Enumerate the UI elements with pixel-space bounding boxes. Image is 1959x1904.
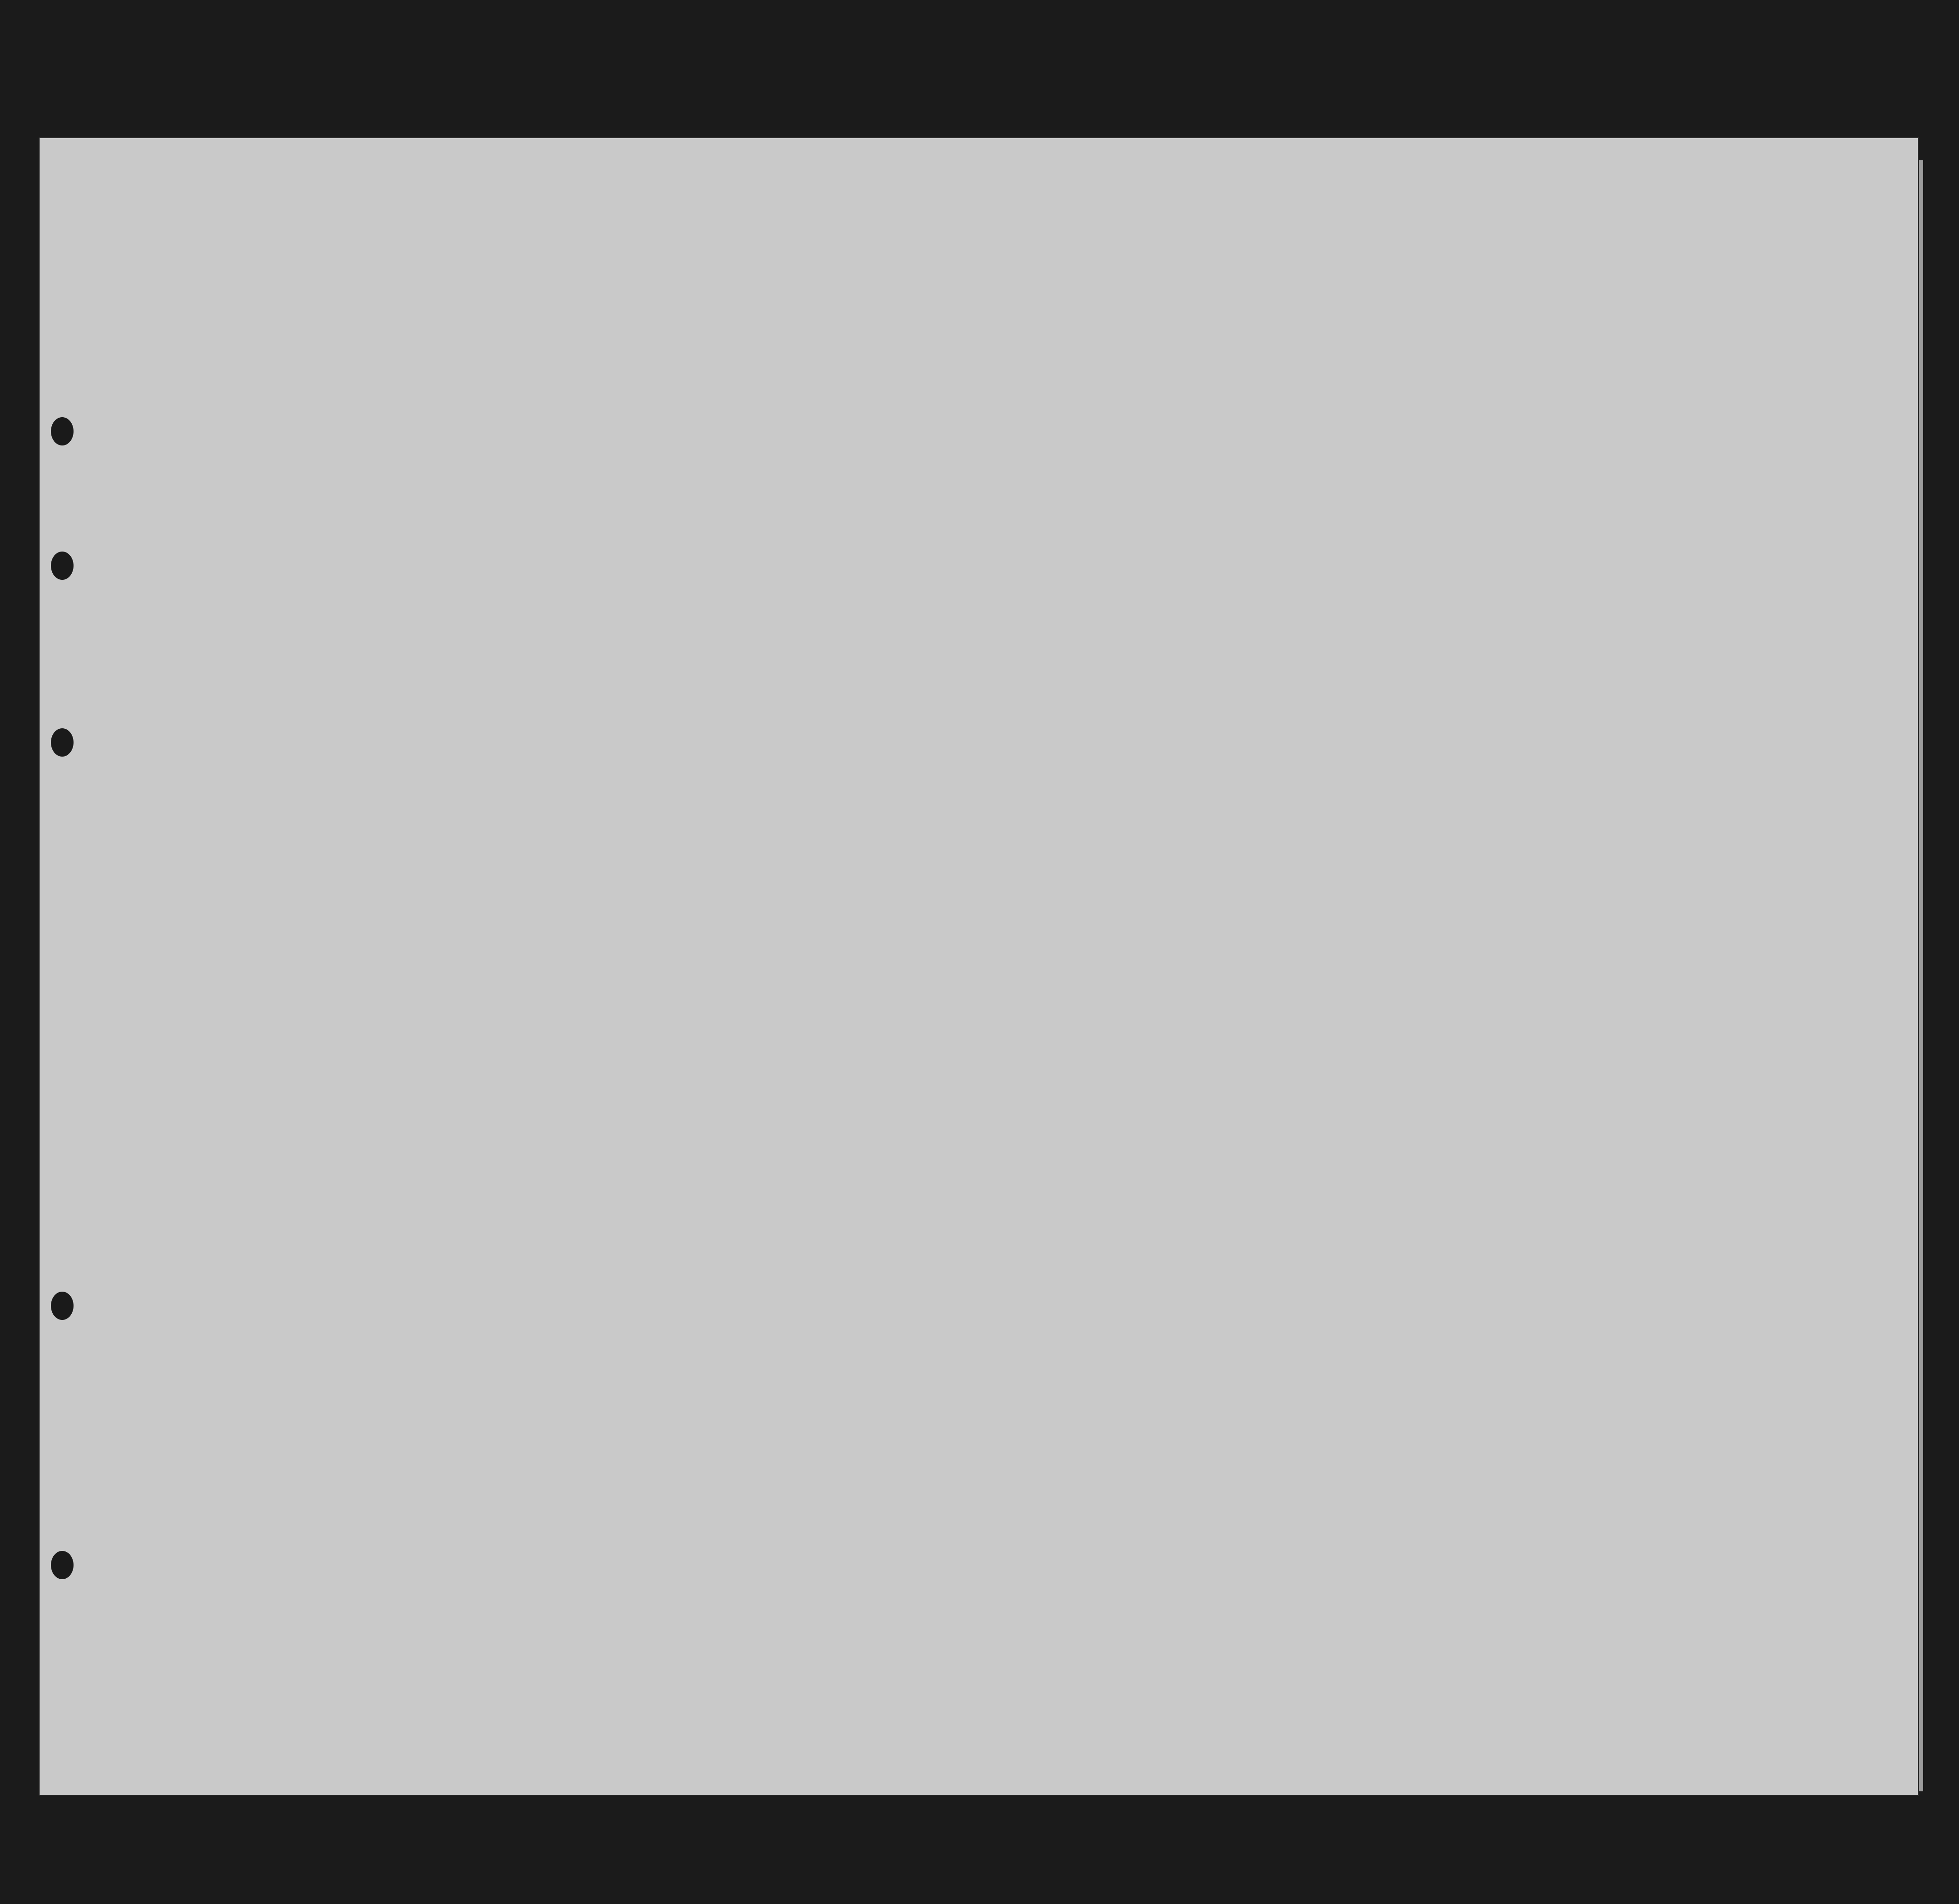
binder-hole (51, 1292, 74, 1320)
binder-hole (51, 552, 74, 580)
binder-hole (51, 728, 74, 757)
manifest-sheet (40, 138, 1918, 1795)
binder-hole (51, 1551, 74, 1579)
binder-hole (51, 417, 74, 445)
arriving-line (53, 171, 402, 203)
